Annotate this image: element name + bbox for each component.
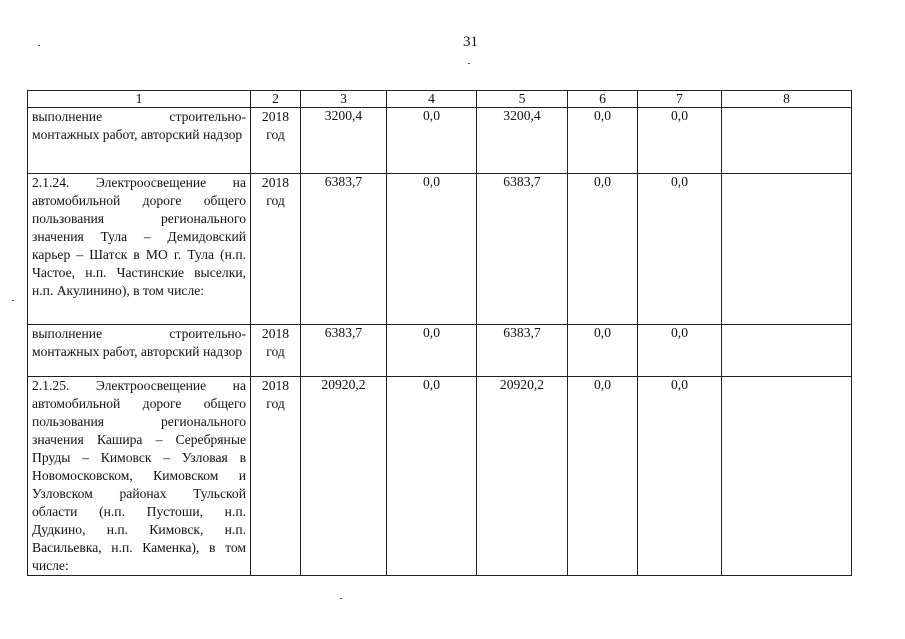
- table-row: [28, 108, 852, 174]
- cell-col8: [722, 108, 852, 174]
- cell-col3: 6383,7: [301, 325, 387, 377]
- page-number: 31: [463, 34, 478, 50]
- cell-col5: 3200,4: [477, 108, 568, 174]
- table-row: [28, 377, 852, 576]
- cell-col5: 6383,7: [477, 325, 568, 377]
- cell-col4: 0,0: [387, 174, 477, 325]
- table-row: [28, 174, 852, 325]
- column-header: 1: [28, 91, 251, 108]
- cell-col6: 0,0: [568, 174, 638, 325]
- cell-col6: 0,0: [568, 377, 638, 576]
- scan-speck: [468, 63, 470, 64]
- cell-col3: 3200,4: [301, 108, 387, 174]
- cell-col5: 20920,2: [477, 377, 568, 576]
- column-header: 5: [477, 91, 568, 108]
- cell-col7: 0,0: [638, 377, 722, 576]
- row-year: 2018 год: [251, 174, 301, 325]
- row-description: 2.1.25. Электроосвещение на автомобильной дороге общего пользования регионального значения Кашира – Серебряные Пруды – Кимовск – Узловая в Новомосковском, Кимовском и Узловском районах Тульской области (н.п. Пустоши, н.п. Дудкино, н.п. Кимовск, н.п. Васильевка, н.п. Каменка), в том числе:: [28, 377, 251, 576]
- cell-col7: 0,0: [638, 325, 722, 377]
- table-header-row: [28, 91, 852, 108]
- scan-speck: [38, 45, 40, 46]
- cell-col5: 6383,7: [477, 174, 568, 325]
- cell-col3: 20920,2: [301, 377, 387, 576]
- table-row: [28, 325, 852, 377]
- cell-col6: 0,0: [568, 108, 638, 174]
- scan-speck: [340, 598, 342, 599]
- column-header: 8: [722, 91, 852, 108]
- cell-col3: 6383,7: [301, 174, 387, 325]
- scan-speck: [12, 300, 14, 301]
- cell-col8: [722, 377, 852, 576]
- column-header: 3: [301, 91, 387, 108]
- cell-col6: 0,0: [568, 325, 638, 377]
- row-description: 2.1.24. Электроосвещение на автомобильной дороге общего пользования регионального значения Тула – Демидовский карьер – Шатск в МО г. Тула (н.п. Частое, н.п. Частинские выселки, н.п. Акулинино), в том числе:: [28, 174, 251, 325]
- column-header: 7: [638, 91, 722, 108]
- row-year: 2018 год: [251, 108, 301, 174]
- cell-col4: 0,0: [387, 108, 477, 174]
- cell-col4: 0,0: [387, 325, 477, 377]
- row-description: выполнение строительно-монтажных работ, авторский надзор: [28, 325, 251, 377]
- row-description: выполнение строительно-монтажных работ, авторский надзор: [28, 108, 251, 174]
- row-year: 2018 год: [251, 325, 301, 377]
- column-header: 6: [568, 91, 638, 108]
- cell-col7: 0,0: [638, 108, 722, 174]
- row-year: 2018 год: [251, 377, 301, 576]
- cell-col8: [722, 174, 852, 325]
- budget-table: [27, 90, 852, 576]
- cell-col8: [722, 325, 852, 377]
- column-header: 2: [251, 91, 301, 108]
- cell-col4: 0,0: [387, 377, 477, 576]
- cell-col7: 0,0: [638, 174, 722, 325]
- column-header: 4: [387, 91, 477, 108]
